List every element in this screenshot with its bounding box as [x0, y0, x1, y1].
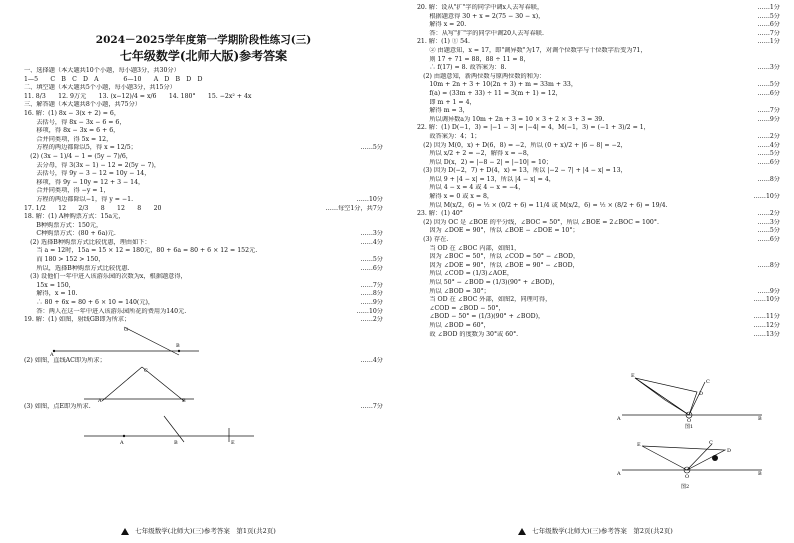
- answer-text: 22. 解：(1) D(−1，3) = |−1 − 3| = |−4| = 4，M(−1，3) = (−1 + 3)/2 = 1，: [417, 124, 650, 132]
- answer-text: 故答案为：4；1；: [417, 132, 481, 140]
- score-mark: ……7分: [757, 107, 780, 115]
- answer-line: [417, 202, 780, 211]
- answer-line: [24, 316, 383, 325]
- angle-figure-1: [617, 370, 767, 430]
- answer-text: 而 180 > 152 > 150，: [24, 256, 105, 264]
- answer-line: [24, 162, 383, 171]
- answer-text: 三、解答题（本大题共8个小题，共75分）: [24, 101, 141, 109]
- answer-text: 18. 解：(1) A种购票方式：15a元，: [24, 213, 125, 221]
- answer-text: 方程的两边都除以5，得 x = 12/5；: [24, 144, 137, 152]
- svg-text:A: A: [617, 416, 621, 422]
- answer-text: 10m + 2n + 3 + 10(2n + 3) + m = 33m + 33，: [417, 81, 578, 89]
- svg-text:C: C: [706, 379, 710, 385]
- answer-line: [417, 13, 780, 22]
- answer-line: [417, 47, 780, 56]
- svg-text:E: E: [637, 442, 641, 448]
- score-mark: ……13分: [753, 330, 780, 338]
- answer-line: [417, 253, 780, 262]
- answer-line: [24, 127, 383, 136]
- svg-text:图2: 图2: [681, 484, 690, 490]
- answer-line: [24, 247, 383, 256]
- answer-text: 合并同类项，得 −y = 1，: [24, 187, 110, 195]
- svg-text:图1: 图1: [685, 424, 694, 430]
- answer-line: [417, 107, 780, 116]
- answer-text: 当 OD 在 ∠BOC 外部，如图2，同理可得，: [417, 296, 552, 304]
- answer-text: 当 OD 在 ∠BOC 内部，如图1，: [417, 244, 521, 252]
- answer-line: [24, 170, 383, 179]
- answer-text: 答：从写"扩"字的同学中调20人去写春联.: [417, 29, 544, 37]
- score-mark: ……6分: [757, 158, 780, 166]
- answer-text: 所以 50° − ∠BOD = (1/3)(90° + ∠BOD)，: [417, 279, 559, 286]
- answer-line: [417, 245, 780, 254]
- answer-line: [417, 99, 780, 108]
- answer-line: [24, 256, 383, 265]
- answer-line: [417, 142, 780, 151]
- answer-line: [417, 219, 780, 228]
- answer-text: ∴ f(17) = 8. 故答案为：8.: [417, 64, 507, 72]
- answer-text: (2) 由题意知，新两位数与原两位数的和为：: [417, 72, 546, 80]
- answer-line: [417, 322, 780, 331]
- answer-text: B种购票方式：150元，: [24, 221, 103, 229]
- answer-line: [417, 81, 780, 90]
- svg-text:B: B: [176, 342, 180, 349]
- answer-line: [24, 187, 383, 196]
- score-mark: ……6分: [757, 89, 780, 97]
- fig19-part2: (2) 如图，直线AC即为所求； ……4分: [24, 356, 383, 364]
- answer-text: 所以 x/2 + 2 = −2，解得 x = −8，: [417, 150, 533, 158]
- answer-line: [417, 4, 780, 13]
- svg-text:A: A: [98, 398, 102, 404]
- answer-text: 1—5 C B C D A 6—10 A D B D D: [24, 75, 203, 83]
- score-mark: ……3分: [757, 218, 780, 226]
- answer-text: 移项，得 8x − 3x = 6 + 6，: [24, 127, 120, 135]
- score-mark: ……6分: [360, 264, 383, 272]
- answer-text: 所以 ∠COD = (1/3)∠AOE，: [417, 270, 514, 278]
- answer-line: [417, 30, 780, 39]
- answer-line: [417, 227, 780, 236]
- score-mark: ……10分: [753, 296, 780, 304]
- answer-line: [24, 101, 383, 110]
- svg-text:C: C: [144, 368, 148, 375]
- answer-line: [417, 296, 780, 305]
- answer-text: (3) 存在.: [417, 236, 449, 244]
- exam-title: 2024－2025学年度第一学期阶段性练习(三): [95, 34, 312, 46]
- answer-text: f(a) = (33m + 33) ÷ 11 = 3(m + 1) = 12，: [417, 89, 562, 97]
- score-mark: ……8分: [360, 290, 383, 298]
- answer-line: [417, 21, 780, 30]
- answer-text: 解得 x = 20.: [417, 21, 467, 29]
- score-mark: ……4分: [757, 141, 780, 149]
- score-mark: ……每空1分，共7分: [325, 204, 383, 212]
- answer-text: 合并同类项，得 5x = 12，: [24, 135, 113, 143]
- answer-line: [417, 210, 780, 219]
- score-mark: ……4分: [360, 238, 383, 246]
- score-mark: ……1分: [757, 4, 780, 11]
- answer-line: [24, 76, 383, 85]
- answer-text: (2) 因为 OC 是 ∠BOE 的平分线，∠BOC = 50°，所以 ∠BOE = 2∠BOC = 100°.: [417, 218, 659, 226]
- answer-text: 解得，x = 10.: [24, 290, 78, 298]
- svg-text:C: C: [709, 440, 713, 446]
- answer-text: 23. 解：(1) 40°: [417, 210, 463, 218]
- answer-line: [417, 73, 780, 82]
- answer-line: [24, 239, 383, 248]
- answer-text: 所以，选择B种购票方式比较优惠.: [24, 264, 130, 272]
- answer-text: 一、选择题（本大题共10个小题，每小题3分，共30分）: [24, 67, 180, 74]
- svg-text:O: O: [685, 474, 690, 480]
- answer-line: [417, 236, 780, 245]
- score-mark: ……6分: [757, 21, 780, 29]
- score-mark: ……2分: [360, 316, 383, 324]
- answer-text: 所以 ∠BOD = 60°，: [417, 321, 490, 329]
- answer-line: [417, 116, 780, 125]
- score-mark: ……8分: [757, 261, 780, 269]
- answer-text: 当 a = 12时，15a = 15 × 12 = 180元，80 + 6a = 80 + 6 × 12 = 152元.: [24, 247, 258, 255]
- answer-text: 15x = 150，: [24, 281, 75, 289]
- answer-line: [24, 205, 383, 214]
- fig19-part3: (3) 如图，点E即为所求. ……7分: [24, 403, 383, 411]
- score-mark: ……2分: [757, 132, 780, 140]
- answer-text: C种购票方式：(80 + 6a)元.: [24, 230, 116, 238]
- svg-text:O: O: [687, 418, 692, 424]
- answer-line: [24, 144, 383, 153]
- score-mark: ……10分: [356, 307, 383, 315]
- score-mark: ……5分: [757, 12, 780, 20]
- score-mark: ……3分: [757, 64, 780, 72]
- point-diagram: [24, 412, 264, 446]
- answer-text: ② 由题意知，x = 17，即"调异数"为17，对调个位数字与十位数字后变为71，: [417, 46, 647, 54]
- svg-text:D: D: [699, 391, 704, 397]
- right-answer-lines: [417, 4, 780, 339]
- answer-line: [24, 93, 383, 102]
- answer-line: [24, 119, 383, 128]
- score-mark: ……9分: [360, 299, 383, 307]
- figure-1: [617, 370, 767, 430]
- answer-text: (3) 设他们一年中进入该游乐园的次数为x，根据题意得，: [24, 273, 187, 281]
- score-mark: ……11分: [753, 313, 780, 321]
- answer-text: 因为 ∠BOC = 50°，所以 ∠COD = 50° − ∠BOD，: [417, 253, 580, 261]
- answer-text: 20. 解：设从"扩"字的同学中调x人去写春联，: [417, 4, 544, 11]
- score-mark: ……5分: [757, 81, 780, 89]
- answer-line: [417, 150, 780, 159]
- score-mark: ……5分: [360, 256, 383, 264]
- answer-text: 故 ∠BOD 的度数为 30°或 60°.: [417, 330, 519, 338]
- answer-text: 所以 ∠BOD = 30°；: [417, 287, 490, 295]
- score-mark: ……5分: [757, 227, 780, 235]
- answer-line: [417, 288, 780, 297]
- score-mark: ……6分: [757, 236, 780, 244]
- answer-line: [417, 262, 780, 271]
- figure-19-line: [24, 365, 383, 403]
- answer-line: [417, 193, 780, 202]
- svg-text:B: B: [174, 440, 178, 446]
- answer-key-title: 七年级数学(北师大版)参考答案: [119, 49, 288, 63]
- score-mark: ……3分: [360, 230, 383, 238]
- answer-text: (3) 因为 D(−2，7) + D(4，x) = 13，所以 |−2 − 7| + |4 − x| = 13，: [417, 167, 627, 175]
- score-mark: ……9分: [757, 115, 780, 123]
- svg-text:A: A: [50, 351, 54, 357]
- answer-text: 所以 M(x/2，6) = ½ × (0/2 + 6) = 11/4 或 M(x/2，6) = ½ × (8/2 + 6) = 19/4.: [417, 201, 668, 209]
- answer-text: 16. 解：(1) 8x − 3(x + 2) = 6，: [24, 109, 121, 117]
- svg-text:A: A: [617, 471, 621, 477]
- answer-text: 17. 1/2 12 2/3 8 12 8 20: [24, 204, 162, 212]
- answer-text: 答：两人在这一年中进入该游乐园所花的费用为140元.: [24, 307, 187, 315]
- answer-text: 二、填空题（本大题共5个小题，每小题3分，共15分）: [24, 84, 176, 92]
- answer-line: [417, 270, 780, 279]
- answer-line: [24, 273, 383, 282]
- answer-page-2: [397, 0, 794, 543]
- answer-text: (2) 因为 M(0，x) + D(6，8) = −2，所以 (0 + x)/2 + |6 − 8| = −2，: [417, 141, 627, 149]
- page-footer-2: 七年级数学(北师大)(三)参考答案 第2页(共2页): [397, 526, 794, 535]
- answer-text: 所以 9 + |4 − x| = 13，所以 |4 − x| = 4，: [417, 175, 555, 183]
- answer-line: [417, 38, 780, 47]
- answer-text: 19. 解：(1) 如图，射线GB即为所求；: [24, 316, 131, 324]
- answer-line: [24, 110, 383, 119]
- svg-text:E: E: [231, 440, 235, 446]
- answer-text: 即 m + 1 = 4，: [417, 98, 476, 106]
- score-mark: ……5分: [360, 144, 383, 152]
- score-mark: ……8分: [757, 175, 780, 183]
- score-mark: ……7分: [360, 281, 383, 289]
- svg-text:B: B: [758, 416, 762, 422]
- answer-text: 21. 解：(1) ① 54.: [417, 38, 470, 46]
- answer-line: [417, 313, 780, 322]
- answer-line: [24, 213, 383, 222]
- score-mark: ……2分: [757, 210, 780, 218]
- svg-text:A: A: [120, 440, 124, 446]
- answer-text: (2) 选择B种购票方式比较优惠，理由如下：: [24, 238, 151, 246]
- score-mark: ……5分: [757, 150, 780, 158]
- answer-text: 所以 D(x，2) = |−8 − 2| = |−10| = 10；: [417, 158, 553, 166]
- answer-line: [24, 136, 383, 145]
- answer-line: [417, 124, 780, 133]
- svg-text:G: G: [124, 326, 128, 333]
- answer-line: [24, 179, 383, 188]
- answer-line: [24, 290, 383, 299]
- answer-line: [24, 153, 383, 162]
- answer-line: [417, 133, 780, 142]
- figure-19-point: [24, 412, 383, 446]
- answer-text: 因为 ∠DOE = 90°，所以 ∠BOE − ∠DOE = 10°；: [417, 227, 579, 235]
- answer-line: [417, 331, 780, 340]
- answer-text: ∠COD = ∠BOD − 50°，: [417, 304, 505, 312]
- answer-text: 因为 ∠DOE = 90°，所以 ∠BOE = 90° − ∠BOD，: [417, 261, 579, 269]
- score-mark: ……1分: [757, 38, 780, 46]
- answer-line: [24, 67, 383, 76]
- answer-line: [417, 279, 780, 288]
- answer-line: [417, 176, 780, 185]
- answer-line: [24, 230, 383, 239]
- answer-line: [24, 299, 383, 308]
- line-diagram: [24, 365, 264, 403]
- triangle-logo-icon: [121, 528, 129, 535]
- answer-line: [417, 159, 780, 168]
- answer-line: [24, 265, 383, 274]
- angle-figure-2: [617, 440, 767, 500]
- score-mark: ……9分: [757, 287, 780, 295]
- answer-text: 所以调异数a为 10m + 2n + 3 = 10 × 3 + 2 × 3 + 3 = 39.: [417, 115, 605, 123]
- answer-line: [417, 305, 780, 314]
- score-mark: ……10分: [356, 195, 383, 203]
- answer-line: [417, 56, 780, 65]
- answer-line: [24, 308, 383, 317]
- answer-text: 去分母，得 3(3x − 1) − 12 = 2(5y − 7)，: [24, 161, 161, 169]
- answer-text: (2) (3x − 1)/4 − 1 = (5y − 7)/6，: [24, 152, 132, 160]
- page-footer-1: 七年级数学(北师大)(三)参考答案 第1页(共2页): [0, 526, 397, 535]
- svg-text:B: B: [758, 471, 762, 477]
- score-mark: ……12分: [753, 321, 780, 329]
- answer-text: 方程的两边都除以−1，得 y = −1.: [24, 195, 134, 203]
- answer-text: 解得 m = 3，: [417, 107, 469, 115]
- answer-text: 解得 x = 0 或 x = 8，: [417, 193, 494, 201]
- figure-2: [617, 440, 767, 500]
- figure-19-ray: [24, 325, 383, 357]
- answer-text: 则 17 + 71 = 88，88 ÷ 11 = 8，: [417, 55, 530, 63]
- answer-line: [24, 196, 383, 205]
- svg-text:D: D: [727, 448, 732, 454]
- triangle-logo-icon: [518, 528, 526, 535]
- answer-line: [417, 90, 780, 99]
- score-mark: ……10分: [753, 193, 780, 201]
- answer-line: [417, 64, 780, 73]
- answer-text: 所以 4 − x = 4 或 4 − x = −4，: [417, 184, 525, 192]
- answer-line: [24, 84, 383, 93]
- answer-text: ∴ 80 + 6x = 80 + 6 × 10 = 140(元)，: [24, 299, 155, 307]
- svg-text:B: B: [182, 398, 186, 404]
- answer-line: [24, 222, 383, 231]
- answer-text: 去括号，得 8x − 3x − 6 = 6，: [24, 118, 126, 126]
- answer-text: 移项，得 9y − 10y = 12 + 3 − 14，: [24, 178, 145, 186]
- answer-line: [417, 184, 780, 193]
- answer-text: 11. 8/3 12. 9万元 13. (x−12)/4 = x/6 14. 180° 15. −2x² + 4x: [24, 92, 252, 100]
- answer-text: 根据题意得 30 + x = 2(75 − 30 − x)，: [417, 12, 545, 20]
- answer-text: 去括号，得 9y − 3 − 12 = 10y − 14，: [24, 170, 151, 178]
- score-mark: ……7分: [757, 29, 780, 37]
- answer-line: [24, 282, 383, 291]
- answer-text: ∠BOD − 50° = (1/3)(90° + ∠BOD)，: [417, 313, 545, 321]
- svg-text:E: E: [631, 373, 635, 379]
- ray-diagram: [24, 325, 264, 357]
- answer-line: [417, 167, 780, 176]
- left-answer-lines: [24, 67, 383, 325]
